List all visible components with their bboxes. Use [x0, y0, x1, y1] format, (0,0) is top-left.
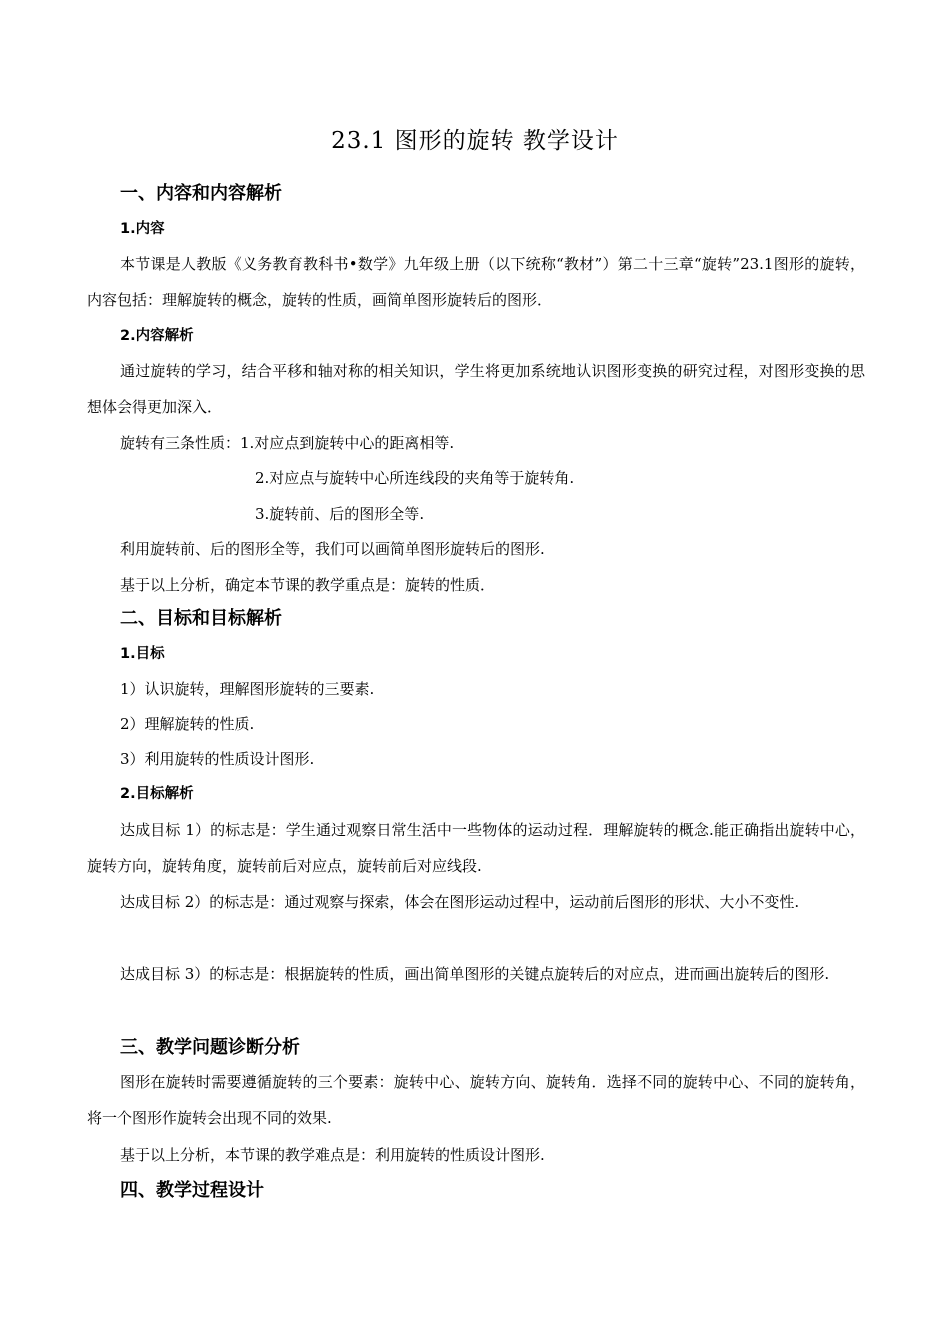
- goal-3: 3）利用旋转的性质设计图形.: [120, 750, 315, 768]
- difficulty-paragraph: 基于以上分析，本节课的教学难点是：利用旋转的性质设计图形.: [120, 1146, 545, 1164]
- paragraph-content-analysis: 通过旋转的学习，结合平移和轴对称的相关知识，学生将更加系统地认识图形变换的研究过程，对图形变换的思想体会得更加深入．: [87, 362, 865, 416]
- diagnosis-paragraph: 图形在旋转时需要遵循旋转的三个要素：旋转中心、旋转方向、旋转角．选择不同的旋转中心、不同的旋转角，将一个图形作旋转会出现不同的效果.: [87, 1073, 865, 1127]
- property-2: 2.对应点与旋转中心所连线段的夹角等于旋转角.: [255, 469, 575, 487]
- paragraph-key-point: 基于以上分析，确定本节课的教学重点是：旋转的性质．: [120, 576, 496, 594]
- goal-analysis-3: 达成目标 3）的标志是：根据旋转的性质，画出简单图形的关键点旋转后的对应点，进而画出旋转后的图形.: [120, 965, 830, 983]
- section-heading-4: 四、教学过程设计: [120, 1180, 264, 1201]
- section-heading-1: 一、内容和内容解析: [120, 183, 282, 204]
- goal-analysis-2: 达成目标 2）的标志是：通过观察与探索，体会在图形运动过程中，运动前后图形的形状、大小不变性.: [120, 893, 800, 911]
- goal-1: 1）认识旋转，理解图形旋转的三要素.: [120, 680, 375, 698]
- goal-analysis-1: 达成目标 1）的标志是：学生通过观察日常生活中一些物体的运动过程．理解旋转的概念.能正确指出旋转中心，旋转方向，旋转角度，旋转前后对应点，旋转前后对应线段.: [87, 821, 865, 875]
- subheading-content-analysis: 2.内容解析: [120, 328, 194, 344]
- paragraph-content: 本节课是人教版《义务教育教科书•数学》九年级上册（以下统称“教材”）第二十三章“旋转”23.1图形的旋转，内容包括：理解旋转的概念，旋转的性质，画简单图形旋转后的图形．: [87, 255, 865, 309]
- subheading-goals: 1.目标: [120, 646, 165, 662]
- section-heading-3: 三、教学问题诊断分析: [120, 1037, 300, 1058]
- section-heading-2: 二、目标和目标解析: [120, 608, 282, 629]
- document-title: 23.1 图形的旋转 教学设计: [331, 128, 619, 154]
- goal-2: 2）理解旋转的性质.: [120, 715, 255, 733]
- paragraph-draw-rotation: 利用旋转前、后的图形全等，我们可以画简单图形旋转后的图形.: [120, 540, 545, 558]
- property-3: 3.旋转前、后的图形全等.: [255, 505, 425, 523]
- subheading-content: 1.内容: [120, 221, 165, 237]
- subheading-goal-analysis: 2.目标解析: [120, 786, 194, 802]
- property-1: 旋转有三条性质：1.对应点到旋转中心的距离相等.: [120, 434, 455, 452]
